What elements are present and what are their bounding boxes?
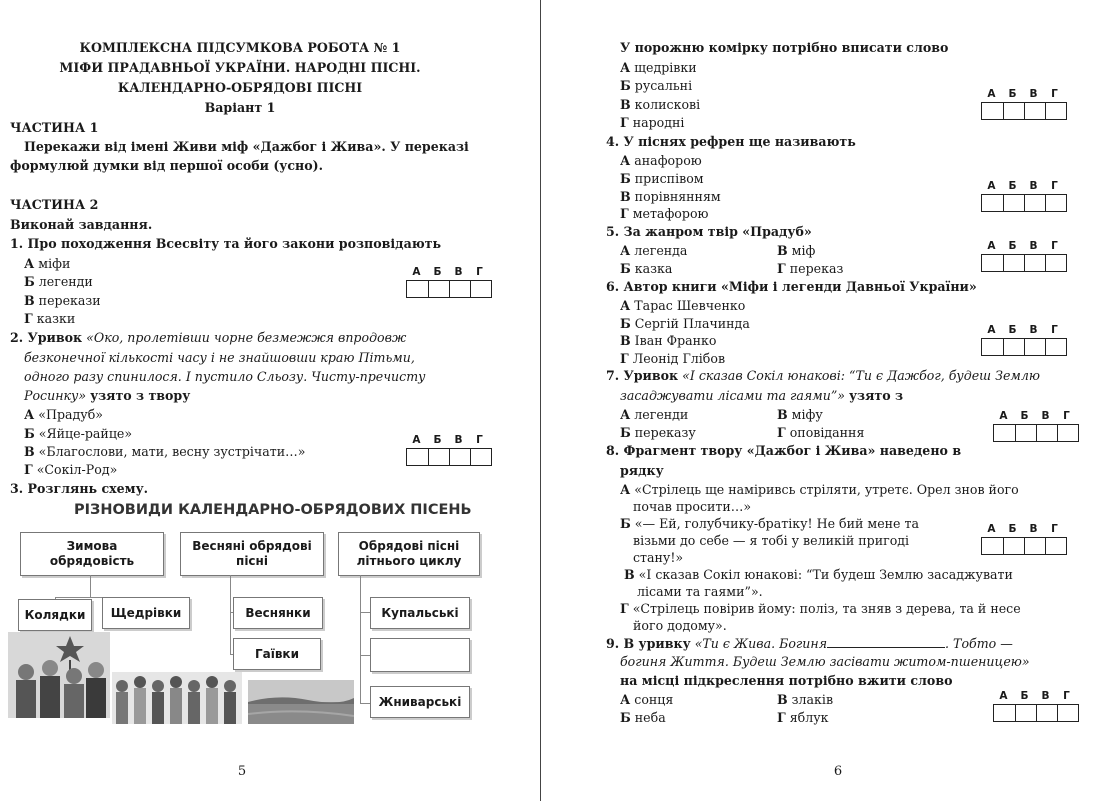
q8-option-v-line2: лісами та гаями”». — [637, 584, 763, 599]
connector — [360, 612, 370, 613]
q5-question: 5. За жанром твір «Прадуб» — [606, 224, 812, 239]
q4-question: 4. У піснях рефрен ще називають — [606, 134, 856, 149]
part2-title: ЧАСТИНА 2 — [10, 197, 99, 212]
q9-option-a: А сонця — [620, 692, 674, 707]
q6-option-b: Б Сергій Плачинда — [620, 316, 750, 331]
q9-option-g: Г яблук — [777, 710, 829, 725]
variant-label: Варіант 1 — [204, 100, 276, 115]
q8-option-a-line2: почав просити…» — [633, 499, 752, 514]
q2-option-g: Г «Сокіл-Род» — [24, 462, 118, 477]
page-number-right: 6 — [833, 764, 843, 779]
q4-option-g: Г метафорою — [620, 206, 709, 221]
q7-option-a: А легенди — [620, 407, 689, 422]
q8-question-line1: 8. Фрагмент твору «Дажбог і Жива» наведено в — [606, 443, 962, 458]
field-landscape-illustration — [248, 680, 354, 724]
q8-option-v-line1: В «І сказав Сокіл юнакові: “Ти будеш Землю засаджувати — [624, 567, 1013, 582]
q7-option-g: Г оповідання — [777, 425, 865, 440]
q4-option-a: А анафорою — [620, 153, 702, 168]
q3-answer-grid[interactable]: А Б В Г — [981, 88, 1067, 120]
q5-option-b: Б казка — [620, 261, 673, 276]
q1-option-g: Г казки — [24, 311, 76, 326]
q8-option-g-line1: Г «Стрілець повірив йому: поліз, та зняв з дерева, та й несе — [620, 601, 1021, 616]
q9-option-v: В злаків — [777, 692, 834, 707]
connector — [230, 575, 231, 655]
q3-option-g: Г народні — [620, 115, 685, 130]
scheme-title: РІЗНОВИДИ КАЛЕНДАРНО-ОБРЯДОВИХ ПІСЕНЬ — [74, 502, 472, 518]
q9-question-line2: богиня Життя. Будеш Землю засівати житом-пшеницею» — [620, 654, 1030, 669]
q6-question: 6. Автор книги «Міфи і легенди Давньої України» — [606, 279, 977, 294]
work-title: КОМПЛЕКСНА ПІДСУМКОВА РОБОТА № 1 — [79, 40, 401, 55]
scheme-vesnianky: Веснянки — [233, 597, 323, 629]
q2-quote-line4: Росинку» узято з твору — [24, 388, 191, 403]
q1-option-v: В перекази — [24, 293, 101, 308]
q2-option-b: Б «Яйце-райце» — [24, 426, 133, 441]
q9-question-line1: 9. В уривку «Ти є Жива. Богиня . Тобто — — [606, 636, 1013, 651]
scheme-winter-header: Зимова обрядовість — [20, 532, 164, 576]
q8-question-line2: рядку — [620, 463, 664, 478]
q6-answer-grid[interactable]: А Б В Г — [981, 324, 1067, 356]
q5-option-g: Г переказ — [777, 261, 844, 276]
q7-option-b: Б переказу — [620, 425, 696, 440]
part1-text-2: формулюй думки від першої особи (усно). — [10, 158, 323, 173]
q8-answer-grid[interactable]: А Б В Г — [981, 523, 1067, 555]
q3-option-a: А щедрівки — [620, 60, 697, 75]
connector — [90, 575, 91, 597]
q5-option-a: А легенда — [620, 243, 688, 258]
part1-title: ЧАСТИНА 1 — [10, 120, 99, 135]
scheme-shchedrivky: Щедрівки — [102, 597, 190, 629]
q7-answer-grid[interactable]: А Б В Г — [993, 410, 1079, 442]
q8-option-b-line1: Б «— Ей, голубчику-братіку! Не бий мене та — [620, 516, 919, 531]
q2-option-a: А «Прадуб» — [24, 407, 103, 422]
q1-question: 1. Про походження Всесвіту та його закони розповідають — [10, 236, 442, 251]
q1-answer-grid[interactable]: А Б В Г — [406, 266, 492, 298]
connector — [360, 575, 361, 703]
q4-option-b: Б приспівом — [620, 171, 704, 186]
connector — [360, 655, 370, 656]
q4-answer-grid[interactable]: А Б В Г — [981, 180, 1067, 212]
q5-option-v: В міф — [777, 243, 816, 258]
scheme-haivky: Гаївки — [233, 638, 321, 670]
q8-option-b-line2: візьми до себе — я тобі у великій пригоді — [633, 533, 910, 548]
part1-text-1: Перекажи від імені Живи міф «Дажбог і Жива». У переказі — [24, 139, 469, 154]
scheme-summer-header: Обрядові пісні літнього циклу — [338, 532, 480, 576]
carolers-illustration — [8, 632, 110, 718]
q7-question-line2: засаджувати лісами та гаями”» узято з — [620, 388, 904, 403]
part2-instruction: Виконай завдання. — [10, 217, 153, 232]
q2-question-line1: 2. Уривок «Око, пролетівши чорне безмежжя впродовж — [10, 330, 407, 345]
q3-question: 3. Розглянь схему. — [10, 481, 149, 496]
q2-answer-grid[interactable]: А Б В Г — [406, 434, 492, 466]
q9-answer-grid[interactable]: А Б В Г — [993, 690, 1079, 722]
q2-quote-line2: безконечної кількості часу і не знайшовши краю Пітьми, — [24, 350, 415, 365]
q3-option-b: Б русальні — [620, 78, 693, 93]
work-subtitle: МІФИ ПРАДАВНЬОЇ УКРАЇНИ. НАРОДНІ ПІСНІ. — [59, 60, 421, 75]
q8-option-b-line3: стану!» — [633, 550, 684, 565]
q8-option-g-line2: його додому». — [633, 618, 727, 633]
q5-answer-grid[interactable]: А Б В Г — [981, 240, 1067, 272]
q9-option-b: Б неба — [620, 710, 666, 725]
q1-option-b: Б легенди — [24, 274, 93, 289]
scheme-spring-header: Весняні обрядові пісні — [180, 532, 324, 576]
q4-option-v: В порівнянням — [620, 189, 721, 204]
q7-option-v: В міфу — [777, 407, 823, 422]
q2-quote-line3: одного разу спинилося. І пустило Сльозу. Чисту-пречисту — [24, 369, 426, 384]
left-page — [0, 0, 540, 801]
haivky-dancers-illustration — [112, 672, 242, 724]
scheme-empty-cell — [370, 638, 470, 672]
scheme-koliadky: Колядки — [18, 599, 92, 631]
q9-blank[interactable] — [827, 635, 945, 648]
q1-option-a: А міфи — [24, 256, 71, 271]
q3-cont-question: У порожню комірку потрібно вписати слово — [620, 40, 949, 55]
q6-option-v: В Іван Франко — [620, 333, 717, 348]
q7-question-line1: 7. Уривок «І сказав Сокіл юнакові: “Ти є Дажбог, будеш Землю — [606, 368, 1040, 383]
connector — [360, 703, 370, 704]
q6-option-a: А Тарас Шевченко — [620, 298, 746, 313]
scheme-kupalski: Купальські — [370, 597, 470, 629]
q3-option-v: В колискові — [620, 97, 701, 112]
page-number-left: 5 — [237, 764, 247, 779]
q6-option-g: Г Леонід Глібов — [620, 351, 726, 366]
q9-question-line3: на місці підкреслення потрібно вжити слово — [620, 673, 953, 688]
q2-option-v: В «Благослови, мати, весну зустрічати…» — [24, 444, 306, 459]
scheme-zhnyvarski: Жниварські — [370, 686, 470, 718]
q8-option-a-line1: А «Стрілець ще наміривсь стріляти, утретє. Орел знов його — [620, 482, 1019, 497]
work-subtitle-2: КАЛЕНДАРНО-ОБРЯДОВІ ПІСНІ — [117, 80, 363, 95]
right-page — [541, 0, 1095, 801]
